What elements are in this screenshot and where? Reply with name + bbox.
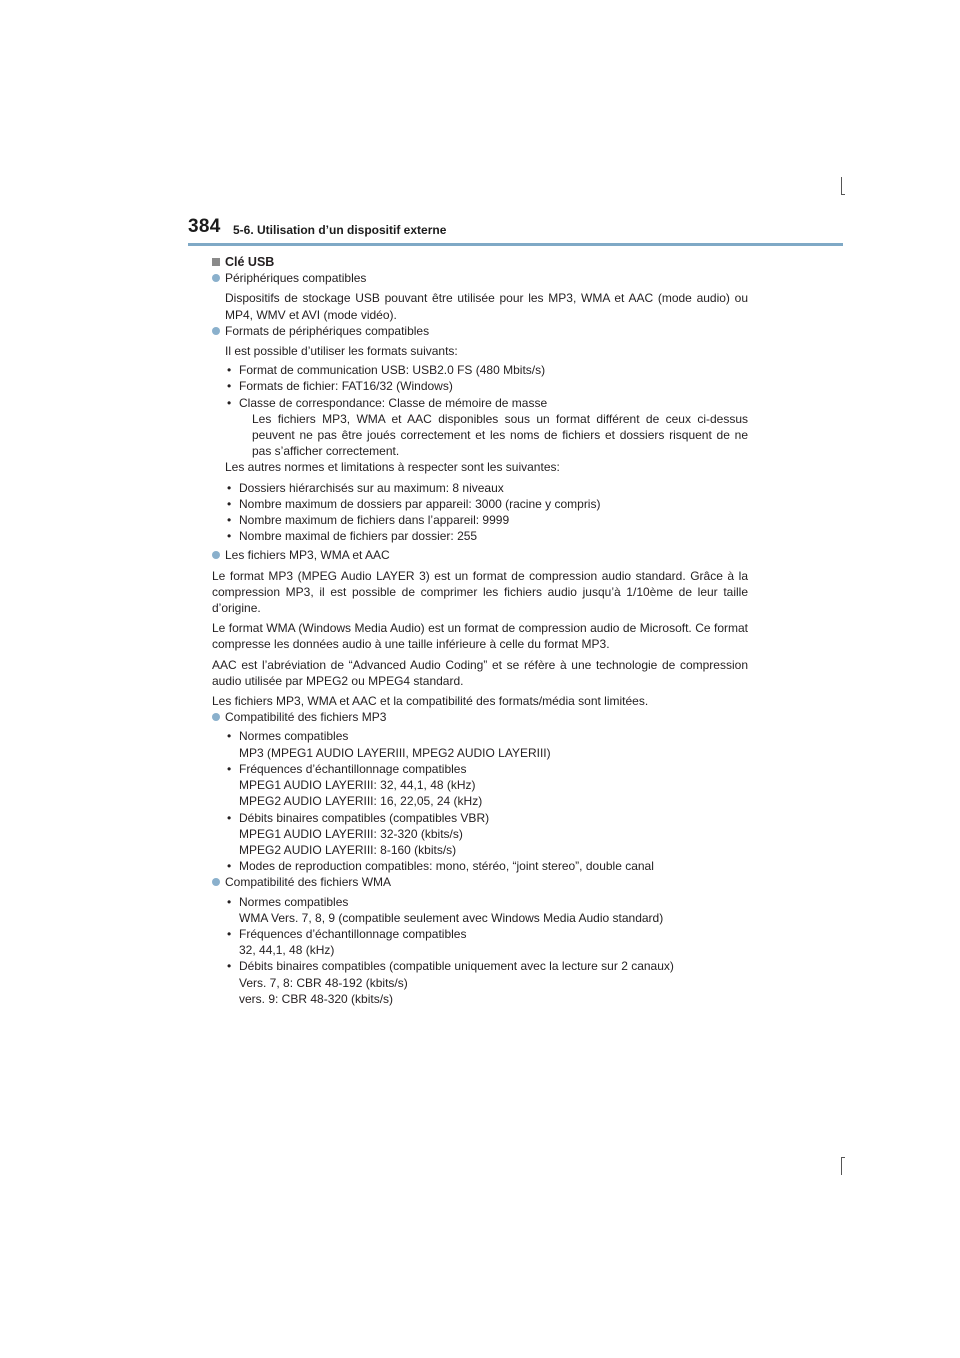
list-item: • Normes compatibles MP3 (MPEG1 AUDIO LAYERIII, MPEG2 AUDIO LAYERIII) [239, 728, 748, 760]
square-bullet-icon [212, 258, 220, 266]
page-number: 384 [188, 216, 221, 237]
circle-bullet-icon [212, 551, 220, 559]
crop-mark-top-tick [841, 194, 845, 195]
crop-mark-bottom-tick [841, 1157, 845, 1158]
format-list [212, 362, 748, 411]
list-item: • Nombre maximal de fichiers par dossier: 255 [239, 528, 748, 544]
body-text: Dispositifs de stockage USB pouvant être utilisée pour les MP3, WMA et AAC (mode audio) ou MP4, WMV et AVI (mode vidéo). [225, 291, 748, 322]
bullet-heading: Compatibilité des fichiers WMA [212, 874, 748, 890]
body-text: Le format MP3 (MPEG Audio LAYER 3) est un format de compression audio standard. Grâce à la compression MP3, il est possible de comprimer les fichiers audio jusqu’à 1/10ème de leur taille d’origine. [212, 568, 748, 616]
body-text: Le format WMA (Windows Media Audio) est un format de compression audio de Microsoft. Ce format compresse les données audio à une taille inférieure à celle du format MP3. [212, 621, 748, 652]
header-rule [188, 243, 843, 246]
section-heading: Clé USB [212, 254, 748, 270]
circle-bullet-icon [212, 713, 220, 721]
body-text: Les autres normes et limitations à respecter sont les suivantes: [225, 460, 560, 475]
list-item: • Nombre maximum de dossiers par appareil: 3000 (racine y compris) [239, 496, 748, 512]
section-title: 5-6. Utilisation d’un dispositif externe [233, 223, 447, 237]
bullet-heading: Périphériques compatibles [212, 270, 748, 286]
list-item: • Fréquences d’échantillonnage compatibles 32, 44,1, 48 (kHz) [239, 926, 748, 958]
list-item: • Normes compatibles WMA Vers. 7, 8, 9 (compatible seulement avec Windows Media Audio standard) [239, 894, 748, 926]
wma-spec-list [212, 894, 748, 1007]
bullet-heading: Les fichiers MP3, WMA et AAC [212, 547, 748, 563]
list-item: • Nombre maximum de fichiers dans l’appareil: 9999 [239, 512, 748, 528]
mp3-spec-list [212, 728, 748, 874]
list-item: • Fréquences d’échantillonnage compatibles MPEG1 AUDIO LAYERIII: 32, 44,1, 48 (kHz) MPEG2 AUDIO LAYERIII: 16, 22,05, 24 (kHz) [239, 761, 748, 810]
body-text: Il est possible d’utiliser les formats suivants: [225, 344, 458, 359]
bullet-heading: Compatibilité des fichiers MP3 [212, 709, 748, 725]
limits-list [212, 480, 748, 545]
circle-bullet-icon [212, 327, 220, 335]
list-item: • Formats de fichier: FAT16/32 (Windows) [239, 378, 748, 394]
body-text: Les fichiers MP3, WMA et AAC et la compatibilité des formats/média sont limitées. [212, 694, 649, 709]
page-content [212, 254, 748, 1007]
list-item: • Classe de correspondance: Classe de mémoire de masse [239, 395, 748, 411]
note-text: Les fichiers MP3, WMA et AAC disponibles sous un format différent de ceux ci-dessus peuvent ne pas être joués correctement et les noms de fichiers et dossiers risquent de ne pas s’afficher correctement. [252, 411, 748, 459]
bullet-heading: Formats de périphériques compatibles [212, 323, 748, 339]
list-item: • Format de communication USB: USB2.0 FS (480 Mbits/s) [239, 362, 748, 378]
crop-mark-top [841, 177, 842, 195]
list-item: • Débits binaires compatibles (compatible uniquement avec la lecture sur 2 canaux) Vers. 7, 8: CBR 48-192 (kbits/s) vers. 9: CBR 48-320 (kbits/s) [239, 958, 748, 1007]
circle-bullet-icon [212, 274, 220, 282]
body-text: AAC est l’abréviation de “Advanced Audio Coding” et se réfère à une technologie de compression audio utilisée par MPEG2 ou MPEG4 standard. [212, 657, 748, 688]
circle-bullet-icon [212, 878, 220, 886]
page-header [188, 216, 842, 246]
crop-mark-bottom [841, 1157, 842, 1175]
list-item: • Dossiers hiérarchisés sur au maximum: 8 niveaux [239, 480, 748, 496]
list-item: • Modes de reproduction compatibles: mono, stéréo, “joint stereo”, double canal [239, 858, 748, 874]
list-item: • Débits binaires compatibles (compatibles VBR) MPEG1 AUDIO LAYERIII: 32-320 (kbits/s) MPEG2 AUDIO LAYERIII: 8-160 (kbits/s) [239, 810, 748, 859]
